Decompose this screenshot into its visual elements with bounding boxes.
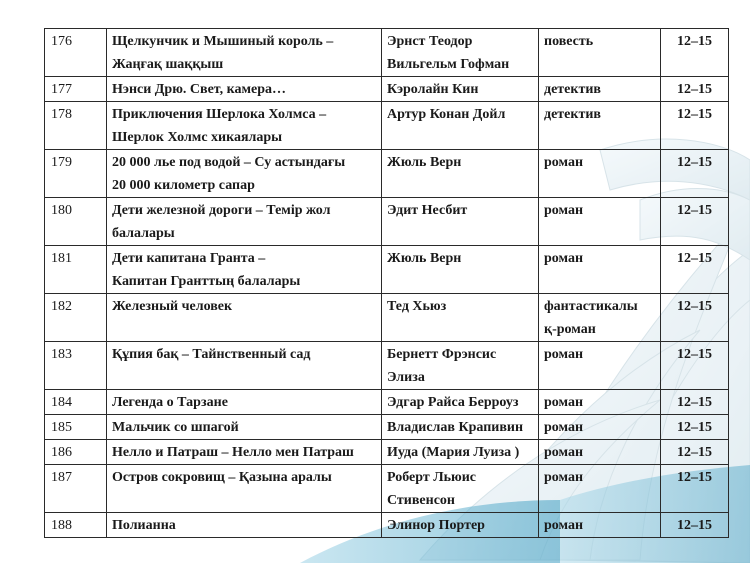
table-row bbox=[45, 342, 729, 390]
cell-title bbox=[107, 513, 382, 538]
cell-number: 183 bbox=[45, 342, 107, 390]
cell-author bbox=[382, 198, 539, 246]
cell-number: 178 bbox=[45, 102, 107, 150]
cell-genre bbox=[539, 342, 661, 390]
cell-genre-line: қ-роман bbox=[544, 322, 596, 337]
cell-number: 179 bbox=[45, 150, 107, 198]
cell-genre bbox=[539, 198, 661, 246]
cell-age: 12–15 bbox=[661, 513, 729, 538]
cell-author bbox=[382, 150, 539, 198]
cell-title bbox=[107, 390, 382, 415]
cell-title-line: Приключения Шерлока Холмса – bbox=[112, 107, 327, 122]
cell-author-line: Кэролайн Кин bbox=[387, 82, 479, 97]
cell-author-line: Бернетт Фрэнсис bbox=[387, 347, 497, 362]
cell-genre bbox=[539, 150, 661, 198]
cell-genre-line: роман bbox=[544, 518, 584, 533]
table-row bbox=[45, 415, 729, 440]
cell-genre bbox=[539, 246, 661, 294]
cell-title bbox=[107, 342, 382, 390]
cell-author bbox=[382, 77, 539, 102]
cell-author-line: Роберт Льюис bbox=[387, 470, 477, 485]
cell-age: 12–15 bbox=[661, 246, 729, 294]
cell-age: 12–15 bbox=[661, 198, 729, 246]
cell-genre-line: роман bbox=[544, 155, 584, 170]
cell-title-line: 20 000 километр сапар bbox=[112, 178, 255, 193]
book-list-table bbox=[44, 28, 729, 538]
cell-author bbox=[382, 513, 539, 538]
cell-age: 12–15 bbox=[661, 465, 729, 513]
cell-genre bbox=[539, 390, 661, 415]
cell-age: 12–15 bbox=[661, 29, 729, 77]
cell-number: 177 bbox=[45, 77, 107, 102]
cell-number: 181 bbox=[45, 246, 107, 294]
cell-author bbox=[382, 246, 539, 294]
cell-number: 187 bbox=[45, 465, 107, 513]
cell-number: 185 bbox=[45, 415, 107, 440]
cell-number: 188 bbox=[45, 513, 107, 538]
cell-author bbox=[382, 440, 539, 465]
table-row bbox=[45, 465, 729, 513]
cell-genre-line: детектив bbox=[544, 107, 601, 122]
cell-age: 12–15 bbox=[661, 440, 729, 465]
cell-genre bbox=[539, 440, 661, 465]
cell-age: 12–15 bbox=[661, 415, 729, 440]
cell-number: 176 bbox=[45, 29, 107, 77]
cell-genre-line: детектив bbox=[544, 82, 601, 97]
book-list-table-container bbox=[44, 28, 729, 538]
cell-author bbox=[382, 390, 539, 415]
cell-number: 184 bbox=[45, 390, 107, 415]
cell-author-line: Артур Конан Дойл bbox=[387, 107, 506, 122]
cell-title-line: Полианна bbox=[112, 518, 176, 533]
cell-title-line: Легенда о Тарзане bbox=[112, 395, 228, 410]
table-row bbox=[45, 440, 729, 465]
cell-title-line: 20 000 лье под водой – Су астындағы bbox=[112, 155, 346, 170]
cell-title-line: Мальчик со шпагой bbox=[112, 420, 239, 435]
table-row bbox=[45, 29, 729, 77]
cell-title-line: Құпия бақ – Тайнственный сад bbox=[112, 347, 311, 362]
cell-genre-line: роман bbox=[544, 347, 584, 362]
cell-title-line: Железный человек bbox=[112, 299, 233, 314]
cell-number: 186 bbox=[45, 440, 107, 465]
cell-title-line: Нэнси Дрю. Свет, камера… bbox=[112, 82, 287, 97]
cell-author bbox=[382, 294, 539, 342]
cell-title bbox=[107, 246, 382, 294]
cell-genre bbox=[539, 513, 661, 538]
cell-author bbox=[382, 102, 539, 150]
cell-number: 180 bbox=[45, 198, 107, 246]
cell-genre-line: роман bbox=[544, 420, 584, 435]
cell-genre bbox=[539, 294, 661, 342]
cell-author-line: Жюль Верн bbox=[387, 155, 462, 170]
cell-author-line: Тед Хьюз bbox=[387, 299, 447, 314]
cell-title bbox=[107, 102, 382, 150]
cell-author bbox=[382, 465, 539, 513]
cell-title-line: Остров сокровищ – Қазына аралы bbox=[112, 470, 332, 485]
cell-number: 182 bbox=[45, 294, 107, 342]
cell-author bbox=[382, 29, 539, 77]
cell-author-line: Элиза bbox=[387, 370, 425, 385]
cell-title bbox=[107, 465, 382, 513]
cell-title-line: Дети капитана Гранта – bbox=[112, 251, 266, 266]
cell-title bbox=[107, 150, 382, 198]
cell-genre-line: роман bbox=[544, 395, 584, 410]
table-row bbox=[45, 150, 729, 198]
cell-genre bbox=[539, 102, 661, 150]
cell-author bbox=[382, 415, 539, 440]
cell-author bbox=[382, 342, 539, 390]
cell-title-line: Жаңғақ шаққыш bbox=[112, 57, 224, 72]
cell-age: 12–15 bbox=[661, 77, 729, 102]
cell-genre-line: повесть bbox=[544, 34, 594, 49]
cell-title bbox=[107, 294, 382, 342]
cell-title bbox=[107, 29, 382, 77]
cell-title bbox=[107, 440, 382, 465]
table-row bbox=[45, 294, 729, 342]
cell-author-line: Иуда (Мария Луиза ) bbox=[387, 445, 520, 460]
cell-title-line: Капитан Гранттың балалары bbox=[112, 274, 301, 289]
table-row bbox=[45, 102, 729, 150]
cell-author-line: Жюль Верн bbox=[387, 251, 462, 266]
cell-title-line: Шерлок Холмс хикаялары bbox=[112, 130, 283, 145]
cell-author-line: Владислав Крапивин bbox=[387, 420, 524, 435]
cell-age: 12–15 bbox=[661, 342, 729, 390]
cell-genre-line: роман bbox=[544, 203, 584, 218]
cell-genre bbox=[539, 465, 661, 513]
cell-title-line: Щелкунчик и Мышиный король – bbox=[112, 34, 334, 49]
table-row bbox=[45, 390, 729, 415]
cell-genre-line: роман bbox=[544, 445, 584, 460]
table-row bbox=[45, 246, 729, 294]
cell-author-line: Эдгар Райса Берроуз bbox=[387, 395, 519, 410]
cell-genre bbox=[539, 415, 661, 440]
table-row bbox=[45, 77, 729, 102]
cell-title-line: Нелло и Патраш – Нелло мен Патраш bbox=[112, 445, 354, 460]
cell-age: 12–15 bbox=[661, 294, 729, 342]
cell-title bbox=[107, 415, 382, 440]
cell-age: 12–15 bbox=[661, 390, 729, 415]
cell-author-line: Элинор Портер bbox=[387, 518, 485, 533]
cell-genre bbox=[539, 77, 661, 102]
cell-author-line: Стивенсон bbox=[387, 493, 455, 508]
table-row bbox=[45, 198, 729, 246]
cell-genre-line: роман bbox=[544, 470, 584, 485]
cell-age: 12–15 bbox=[661, 102, 729, 150]
cell-genre bbox=[539, 29, 661, 77]
cell-title bbox=[107, 198, 382, 246]
cell-age: 12–15 bbox=[661, 150, 729, 198]
cell-author-line: Эдит Несбит bbox=[387, 203, 468, 218]
cell-author-line: Эрнст Теодор bbox=[387, 34, 473, 49]
cell-author-line: Вильгельм Гофман bbox=[387, 57, 510, 72]
cell-title-line: балалары bbox=[112, 226, 175, 241]
cell-title-line: Дети железной дороги – Темір жол bbox=[112, 203, 331, 218]
table-row bbox=[45, 513, 729, 538]
cell-genre-line: роман bbox=[544, 251, 584, 266]
cell-title bbox=[107, 77, 382, 102]
cell-genre-line: фантастикалы bbox=[544, 299, 638, 314]
